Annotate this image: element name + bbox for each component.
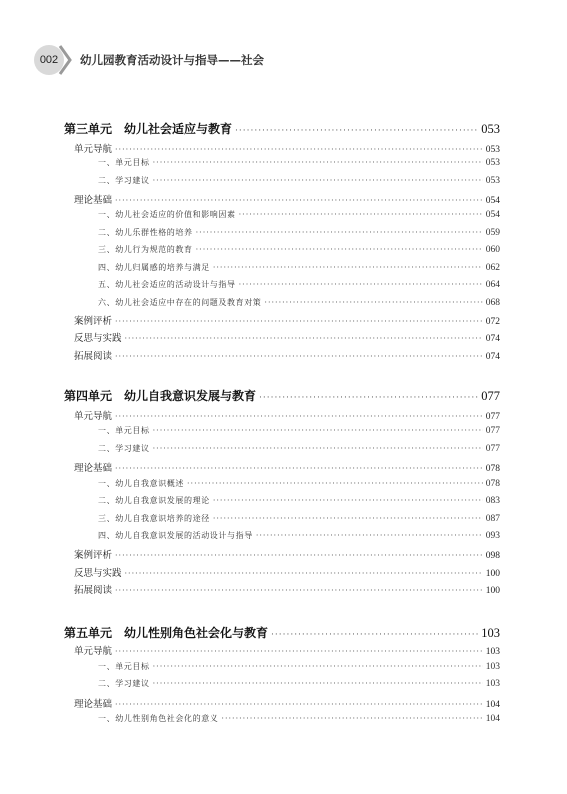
toc-entry-label: 六、幼儿社会适应中存在的问题及教育对策 xyxy=(98,298,262,307)
toc-entry-label: 幼儿性别角色社会化与教育 xyxy=(124,626,269,640)
toc-entry-title xyxy=(98,678,150,689)
toc-leader-dots xyxy=(271,630,478,640)
toc-unit-row[interactable] xyxy=(64,624,500,641)
toc-page-number: 077 xyxy=(485,412,500,422)
toc-entry-title xyxy=(64,120,232,137)
toc-subsection-row[interactable] xyxy=(64,530,500,541)
toc-page-number: 077 xyxy=(485,426,500,436)
toc-leader-dots xyxy=(239,210,483,219)
toc-entry-title xyxy=(74,313,112,327)
toc-section-row[interactable] xyxy=(64,565,500,579)
toc-entry-title xyxy=(74,565,122,579)
toc-leader-dots xyxy=(115,317,483,326)
toc-page-number: 064 xyxy=(485,280,500,290)
toc-entry-label: 二、幼儿乐群性格的培养 xyxy=(98,228,193,237)
page-number: 002 xyxy=(39,54,59,66)
toc-subsection-row[interactable] xyxy=(64,209,500,220)
toc-entry-title xyxy=(74,460,112,474)
page-header xyxy=(0,0,567,90)
toc-unit-number: 第五单元 xyxy=(64,626,113,640)
toc-entry-title xyxy=(98,425,150,436)
toc-leader-dots xyxy=(221,714,482,723)
toc-section-row[interactable] xyxy=(64,643,500,657)
toc-page-number: 054 xyxy=(485,196,500,206)
toc-section-row[interactable] xyxy=(64,348,500,362)
toc-leader-dots xyxy=(153,662,483,671)
toc-leader-dots xyxy=(239,280,483,289)
toc-section-row[interactable] xyxy=(64,330,500,344)
running-title: 幼儿园教育活动设计与指导——社会 xyxy=(80,53,264,67)
toc-entry-label: 单元导航 xyxy=(74,646,113,657)
toc-leader-dots xyxy=(187,479,483,488)
toc-page-number: 060 xyxy=(485,245,500,255)
toc-section-row[interactable] xyxy=(64,313,500,327)
toc-entry-label: 五、幼儿社会适应的活动设计与指导 xyxy=(98,280,236,289)
toc-subsection-row[interactable] xyxy=(64,513,500,524)
toc-entry-title xyxy=(98,209,236,220)
toc-entry-title xyxy=(74,547,112,561)
toc-entry-label: 幼儿社会适应与教育 xyxy=(124,122,233,136)
toc-page-number: 098 xyxy=(485,551,500,561)
toc-entry-title xyxy=(74,141,112,155)
toc-section-row[interactable] xyxy=(64,460,500,474)
toc-leader-dots xyxy=(115,196,483,205)
toc-page-number: 078 xyxy=(485,479,500,489)
toc-page-number: 100 xyxy=(485,569,500,579)
toc-subsection-row[interactable] xyxy=(64,425,500,436)
toc-leader-dots xyxy=(153,444,483,453)
toc-entry-title xyxy=(98,661,150,672)
toc-page-number: 103 xyxy=(485,662,500,672)
toc-leader-dots xyxy=(115,700,483,709)
toc-page-number: 059 xyxy=(485,228,500,238)
toc-page-number: 062 xyxy=(485,263,500,273)
toc-entry-title xyxy=(74,192,112,206)
toc-entry-title xyxy=(98,279,236,290)
toc-page-number: 093 xyxy=(485,531,500,541)
toc-leader-dots xyxy=(115,145,483,154)
toc-entry-label: 四、幼儿归属感的培养与满足 xyxy=(98,263,210,272)
toc-page-number: 053 xyxy=(481,122,500,136)
toc-section-row[interactable] xyxy=(64,408,500,422)
toc-subsection-row[interactable] xyxy=(64,713,500,724)
toc-entry-label: 四、幼儿自我意识发展的活动设计与指导 xyxy=(98,531,253,540)
toc-page-number: 078 xyxy=(485,464,500,474)
toc-entry-title xyxy=(98,262,210,273)
toc-entry-label: 幼儿自我意识发展与教育 xyxy=(124,389,257,403)
toc-entry-label: 二、幼儿自我意识发展的理论 xyxy=(98,496,210,505)
toc-section-row[interactable] xyxy=(64,141,500,155)
toc-entry-label: 拓展阅读 xyxy=(74,351,113,362)
toc-entry-title xyxy=(98,443,150,454)
toc-leader-dots xyxy=(115,464,483,473)
toc-page-number: 053 xyxy=(485,158,500,168)
toc-subsection-row[interactable] xyxy=(64,495,500,506)
toc-leader-dots xyxy=(213,514,483,523)
toc-entry-label: 单元导航 xyxy=(74,144,113,155)
toc-leader-dots xyxy=(213,496,483,505)
toc-leader-dots xyxy=(125,569,483,578)
toc-entry-label: 单元导航 xyxy=(74,411,113,422)
toc-entry-title xyxy=(98,297,261,308)
toc-entry-title xyxy=(98,227,193,238)
toc-leader-dots xyxy=(115,647,483,656)
toc-entry-title xyxy=(98,713,218,724)
toc-page-number: 103 xyxy=(485,679,500,689)
toc-entry-label: 一、单元目标 xyxy=(98,662,150,671)
toc-leader-dots xyxy=(256,531,483,540)
toc-leader-dots xyxy=(115,551,483,560)
toc-subsection-row[interactable] xyxy=(64,443,500,454)
toc-leader-dots xyxy=(153,176,483,185)
toc-entry-title xyxy=(98,244,193,255)
toc-page-number: 100 xyxy=(485,586,500,596)
toc-page-number: 087 xyxy=(485,514,500,524)
toc-page-number: 074 xyxy=(485,352,500,362)
toc-subsection-row[interactable] xyxy=(64,661,500,672)
toc-page-number: 074 xyxy=(485,334,500,344)
toc-page-number: 104 xyxy=(485,714,500,724)
toc-entry-title xyxy=(64,624,268,641)
toc-page-number: 103 xyxy=(481,626,500,640)
toc-unit-number: 第四单元 xyxy=(64,389,113,403)
toc-subsection-row[interactable] xyxy=(64,157,500,168)
toc-subsection-row[interactable] xyxy=(64,244,500,255)
toc-entry-label: 一、幼儿自我意识概述 xyxy=(98,479,184,488)
toc-subsection-row[interactable] xyxy=(64,297,500,308)
toc-leader-dots xyxy=(115,586,483,595)
toc-page-number: 053 xyxy=(485,176,500,186)
toc-entry-label: 案例评析 xyxy=(74,550,113,561)
toc-entry-label: 拓展阅读 xyxy=(74,585,113,596)
toc-subsection-row[interactable] xyxy=(64,478,500,489)
toc-leader-dots xyxy=(115,352,483,361)
toc-page-number: 053 xyxy=(485,145,500,155)
toc-entry-label: 理论基础 xyxy=(74,699,113,710)
toc-entry-label: 一、幼儿性别角色社会化的意义 xyxy=(98,714,219,723)
toc-section-row[interactable] xyxy=(64,696,500,710)
toc-entry-label: 理论基础 xyxy=(74,195,113,206)
toc-leader-dots xyxy=(153,158,483,167)
toc-entry-title xyxy=(98,175,150,186)
toc-page-number: 077 xyxy=(485,444,500,454)
toc-entry-label: 一、单元目标 xyxy=(98,158,150,167)
toc-unit-row[interactable] xyxy=(64,120,500,137)
toc-section-row[interactable] xyxy=(64,547,500,561)
toc-entry-title xyxy=(98,530,253,541)
toc-page-number: 068 xyxy=(485,298,500,308)
toc-entry-label: 三、幼儿自我意识培养的途径 xyxy=(98,514,210,523)
toc-entry-label: 二、学习建议 xyxy=(98,444,150,453)
toc-page-number: 072 xyxy=(485,317,500,327)
toc-subsection-row[interactable] xyxy=(64,175,500,186)
toc-entry-label: 一、幼儿社会适应的价值和影响因素 xyxy=(98,210,236,219)
toc-entry-label: 反思与实践 xyxy=(74,333,122,344)
toc-leader-dots xyxy=(196,228,483,237)
toc-leader-dots xyxy=(196,245,483,254)
toc-page-number: 104 xyxy=(485,700,500,710)
toc-unit-row[interactable] xyxy=(64,387,500,404)
toc-entry-title xyxy=(74,643,112,657)
toc-entry-title xyxy=(74,696,112,710)
toc-leader-dots xyxy=(115,412,483,421)
toc-page-number: 077 xyxy=(481,389,500,403)
toc-entry-title xyxy=(98,495,210,506)
toc-leader-dots xyxy=(153,426,483,435)
toc-subsection-row[interactable] xyxy=(64,678,500,689)
toc-entry-label: 一、单元目标 xyxy=(98,426,150,435)
toc-entry-label: 反思与实践 xyxy=(74,568,122,579)
toc-entry-title xyxy=(74,582,112,596)
toc-entry-title xyxy=(98,157,150,168)
toc-entry-title xyxy=(98,513,210,524)
toc-entry-label: 二、学习建议 xyxy=(98,679,150,688)
toc-entry-title xyxy=(74,348,112,362)
toc-subsection-row[interactable] xyxy=(64,279,500,290)
toc-entry-label: 案例评析 xyxy=(74,316,113,327)
toc-page-number: 103 xyxy=(485,647,500,657)
toc-entry-label: 二、学习建议 xyxy=(98,176,150,185)
toc-leader-dots xyxy=(125,334,483,343)
toc-leader-dots xyxy=(259,393,478,403)
toc-subsection-row[interactable] xyxy=(64,262,500,273)
toc-entry-label: 三、幼儿行为规范的教育 xyxy=(98,245,193,254)
chevron-right-icon xyxy=(58,44,72,76)
toc-page-number: 054 xyxy=(485,210,500,220)
toc-section-row[interactable] xyxy=(64,192,500,206)
toc-entry-label: 理论基础 xyxy=(74,463,113,474)
toc-subsection-row[interactable] xyxy=(64,227,500,238)
toc-leader-dots xyxy=(264,298,482,307)
toc-entry-title xyxy=(74,330,122,344)
toc-entry-title xyxy=(98,478,184,489)
toc-unit-number: 第三单元 xyxy=(64,122,113,136)
toc-page-number: 083 xyxy=(485,496,500,506)
toc-leader-dots xyxy=(153,679,483,688)
toc-entry-title xyxy=(64,387,256,404)
toc-entry-title xyxy=(74,408,112,422)
toc-leader-dots xyxy=(213,263,483,272)
toc-leader-dots xyxy=(235,126,478,136)
toc-section-row[interactable] xyxy=(64,582,500,596)
